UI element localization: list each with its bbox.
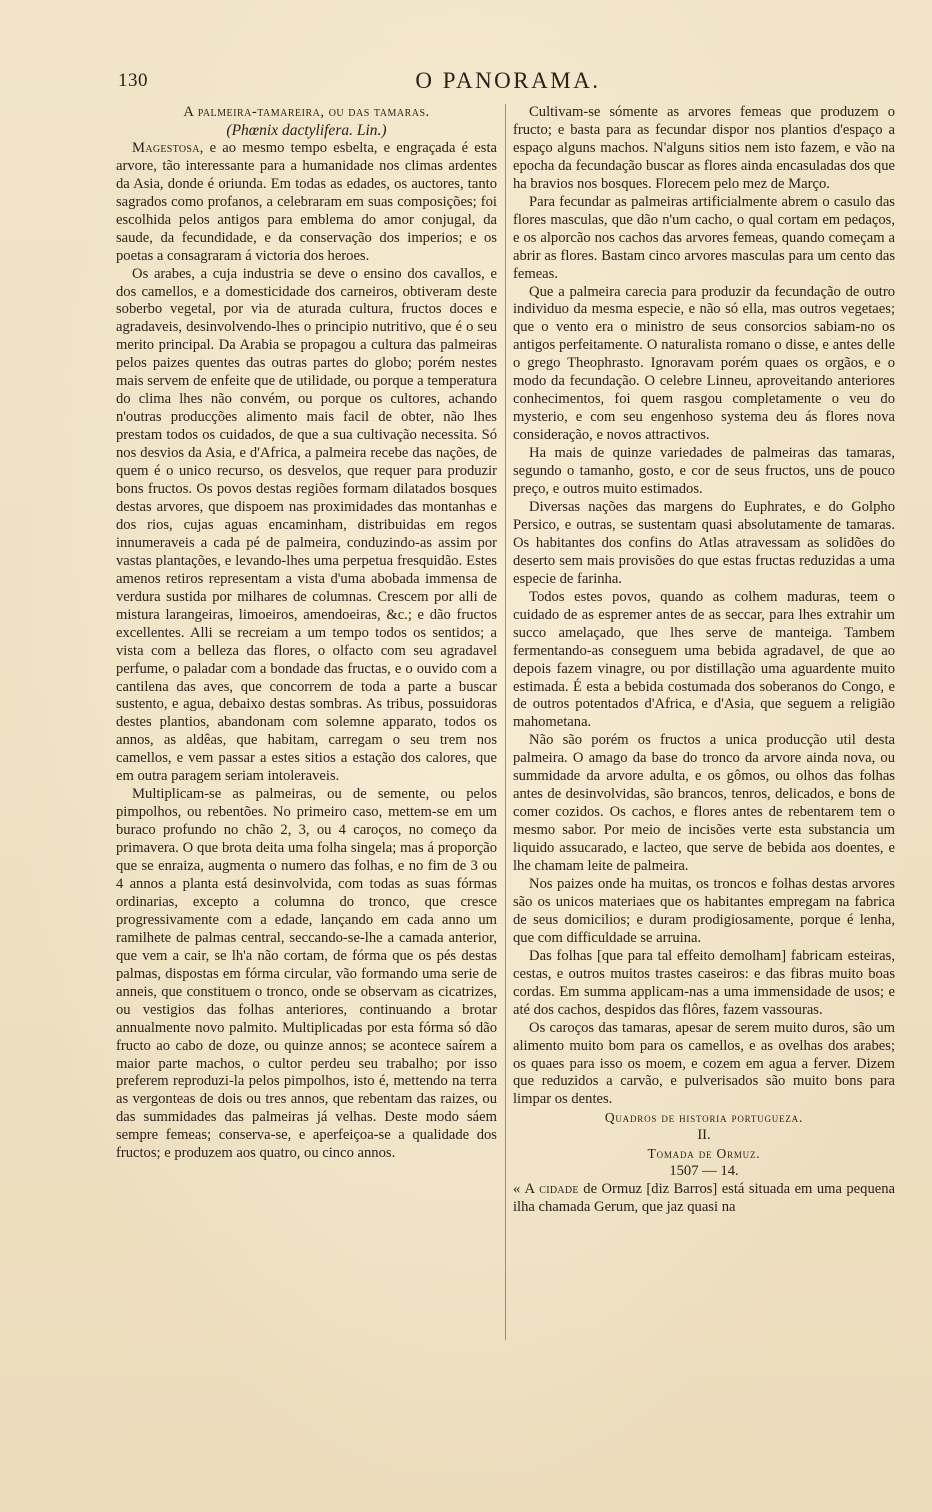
article-title: A palmeira-tamareira, ou das tamaras. — [183, 104, 430, 120]
section-paragraph-1 — [513, 1181, 895, 1217]
section-number: II. — [697, 1127, 711, 1144]
section-lead-in: « A cidade — [513, 1181, 579, 1198]
paragraph-1-text: , e ao mesmo tempo esbelta, e engraçada é esta arvore, tão interessante para a humanidade nos climas ardentes da Asia, donde é oriunda. Em todas as edades, os auctores, tanto sagrados como profanos, a celebraram em suas composições; foi escolhida pelos antigos para emblema do amor conjugal, da saude, da fecundidade, e da conservação dos imperios; e os poetas a consagraram á victoria dos heroes. — [116, 139, 497, 264]
section-date: 1507 — 14. — [669, 1163, 739, 1180]
article-paragraph-6: Que a palmeira carecia para produzir da fecundação de outro individuo da mesma especie, e não só ella, mas outros vegetaes; que o vento era o ministro de seus consorcios sabiam-no os antigos perfeitamente. O naturalista romano o disse, e antes delle o grego Theophrasto. Ignoravam porém quaes os orgãos, e o modo da fecundação. O celebre Linneu, aproveitando anteriores conhecimentos, foi quem rasgou completamente o veu do mysterio, e com seu engenhoso systema deu ás flores nova consideração, e novos attractivos. — [513, 283, 895, 444]
article-paragraph-13: Os caroços das tamaras, apesar de serem muito duros, são um alimento muito bom para os camellos, e as ovelhas dos arabes; os quaes para isso os moem, e cozem em agua a ferver. Dizem que reduzidos a carvão, e pulverisados são muito bons para limpar os dentes. — [513, 1019, 895, 1108]
article-paragraph-10: Não são porém os fructos a unica producção util desta palmeira. O amago da base do tronco da arvore ainda nova, ou summidade da arvore adulta, e os gômos, ou olhos das folhas antes de desinvolvidas, são brancos, tenros, delicados, e bons de comer cozidos. Os cachos, e flores antes de rebentarem tem o mesmo sabor. Por meio de incisões verte esta substancia um liquido assucarado, e lacteo, que serve de bebida aos doentes, e lhe chamam leite de palmeira. — [513, 732, 895, 875]
column-rule — [505, 104, 506, 1340]
article-paragraph-4: Cultivam-se sómente as arvores femeas que produzem o fructo; e basta para as fecundar dispor nos plantios d'espaço a espaço alguns machos. N'alguns sitios nem isto fazem, e vão na epocha da fecundação buscar as flores ainda encasuladas dos que ha bravios nos bosques. Florecem pelo mez de Março. — [513, 104, 895, 192]
section-text: de Ormuz [diz Barros] está situada em uma pequena ilha chamada Gerum, que jaz quasi na — [513, 1181, 895, 1216]
page-number: 130 — [118, 70, 148, 91]
article-paragraph-12: Das folhas [que para tal effeito demolham] fabricam esteiras, cestas, e outros muitos trastes caseiros: e das fibras muito boas cordas. Em summa applicam-nas a uma immensidade de usos; e até dos cachos, despidos das flôres, fazem vassouras. — [513, 947, 895, 1018]
page-header — [118, 70, 898, 100]
article-paragraph-9: Todos estes povos, quando as colhem maduras, teem o cuidado de as espremer antes de as seccar, para lhes extrahir um succo amelaçado, que lhes serve de manteiga. Tambem fermentando-as conseguem uma bebida agradavel, de que ao depois fazem vinagre, ou por distillação uma aguardente muito estimada. É esta a bebida costumada dos soberanos do Congo, e de outros potentados d'Africa, e d'Asia, que seguem a religião mahometana. — [513, 588, 895, 731]
right-column — [513, 104, 895, 1217]
article-paragraph-3: Multiplicam-se as palmeiras, ou de semente, ou pelos pimpolhos, ou rebentões. No primeiro caso, mettem-se em um buraco profundo no chão 2, 3, ou 4 caroços, no começo da primavera. O que brota deita uma folha singela; mas á proporção que se enraiza, augmenta o numero das folhas, e no fim de 3 ou 4 annos a planta está desinvolvida, com todas as suas fórmas ordinarias, excepto a columna do tronco, que cresce progressivamente com a edade, lançando em cada anno um ramilhete de palmas central, seccando-se-lhe a camada anterior, que vem a cair, se lh'a não cortam, de fórma que os pés destas palmas, dispostas em fórma circular, vão formando uma serie de anneis, que constituem o tronco, onde se observam as cicatrizes, ou vestigios das folhas anteriores, continuando a brotar annualmente novo palmito. Multiplicadas por esta fórma só dão fructo ao cabo de doze, ou quinze annos; se acontece saírem a maior parte machos, o cultor perdeu seu trabalho; por isso preferem reproduzi-la pelos pimpolhos, isto é, mettendo na terra as vergonteas de dois ou tres annos, que rebentam das raizes, ou das summidades das palmeiras já velhas. Deste modo sáem sempre femeas; conserva-se, e aperfeiçoa-se a qualidade dos fructos; e produzem aos quatro, ou cinco annos. — [116, 786, 497, 1162]
article-subtitle: (Phœnix dactylifera. Lin.) — [226, 121, 387, 139]
left-column — [116, 104, 497, 1163]
section-subtitle: Tomada de Ormuz. — [647, 1146, 761, 1162]
article-paragraph-1 — [116, 140, 497, 266]
article-paragraph-5: Para fecundar as palmeiras artificialmente abrem o casulo das flores masculas, que dão n'um cacho, o qual cortam em pedaços, e os alporcão nos cachos das arvores femeas, quando começam a abrir as flores. Bastam cinco arvores masculas para um cento das femeas. — [513, 193, 895, 282]
article-paragraph-11: Nos paizes onde ha muitas, os troncos e folhas destas arvores são os unicos materiaes que os habitantes empregam na fabrica de seus domicilios; e duram prodigiosamente, porque é lenha, que com difficuldade se arruina. — [513, 875, 895, 946]
opening-word: Magestosa — [132, 139, 200, 156]
article-paragraph-2: Os arabes, a cuja industria se deve o ensino dos cavallos, e dos camellos, e a domesticidade dos carneiros, obtiveram deste soberbo vegetal, por via de aturada cultura, fructos doces e agradaveis, desinvolvendo-lhes o principio nutritivo, que é o seu merito principal. Da Arabia se propagou a cultura das palmeiras pelos paizes quentes das outras partes do globo; porém nestes mais servem de enfeite que de utilidade, ou porque a temperatura do clima lhes não convém, ou porque os cultores, achando n'outras producções alimento mais facil de obter, não lhes prestam todos os cuidados, de que a sua cultivação necessita. Só nos desvios da Asia, e d'Africa, a palmeira recebe das nações, de quem é o unico recurso, os desvelos, que requer para produzir bons fructos. Os povos destas regiões formam dilatados bosques destas arvores, que dispoem nas proximidades das montanhas e dos rios, cujas aguas encaminham, distribuidas em regos innumeraveis a cada pé de palmeira, conduzindo-as assim por vastas plantações, e levando-lhes uma perpetua fresquidão. Estes amenos retiros representam a vista d'uma abobada immensa de verdura sustida por milhares de columnas. Crescem por alli de mistura larangeiras, limoeiros, amendoeiras, &c.; e dão fructos excellentes. Alli se recreiam a um tempo todos os sentidos; a vista com a belleza das flores, o olfacto com seu agradavel perfume, o paladar com a bondade das fructas, e o ouvido com a cantilena das aves, que concorrem de toda a parte a buscar sustento, e agua, debaixo destas sombras. As tribus, possuidoras destes plantios, abandonam com solemne apparato, todos os annos, as aldêas, que habitam, carregam o seu trem nos camellos, e vem passar a estes sitios a estação dos calores, que em outra paragem seriam intoleraveis. — [116, 265, 497, 785]
article-paragraph-8: Diversas nações das margens do Euphrates, e do Golpho Persico, e outras, se sustentam quasi absolutamente de tamaras. Os habitantes dos confins do Atlas atravessam as solidões do deserto sem mais provisões do que estas fructas reduzidas a uma especie de farinha. — [513, 498, 895, 587]
running-title: O PANORAMA. — [415, 68, 601, 93]
section-title: Quadros de historia portugueza. — [604, 1110, 804, 1126]
article-paragraph-7: Ha mais de quinze variedades de palmeiras das tamaras, segundo o tamanho, gosto, e cor de seus fructos, uns de pouco preço, e outros muito estimados. — [513, 445, 895, 498]
